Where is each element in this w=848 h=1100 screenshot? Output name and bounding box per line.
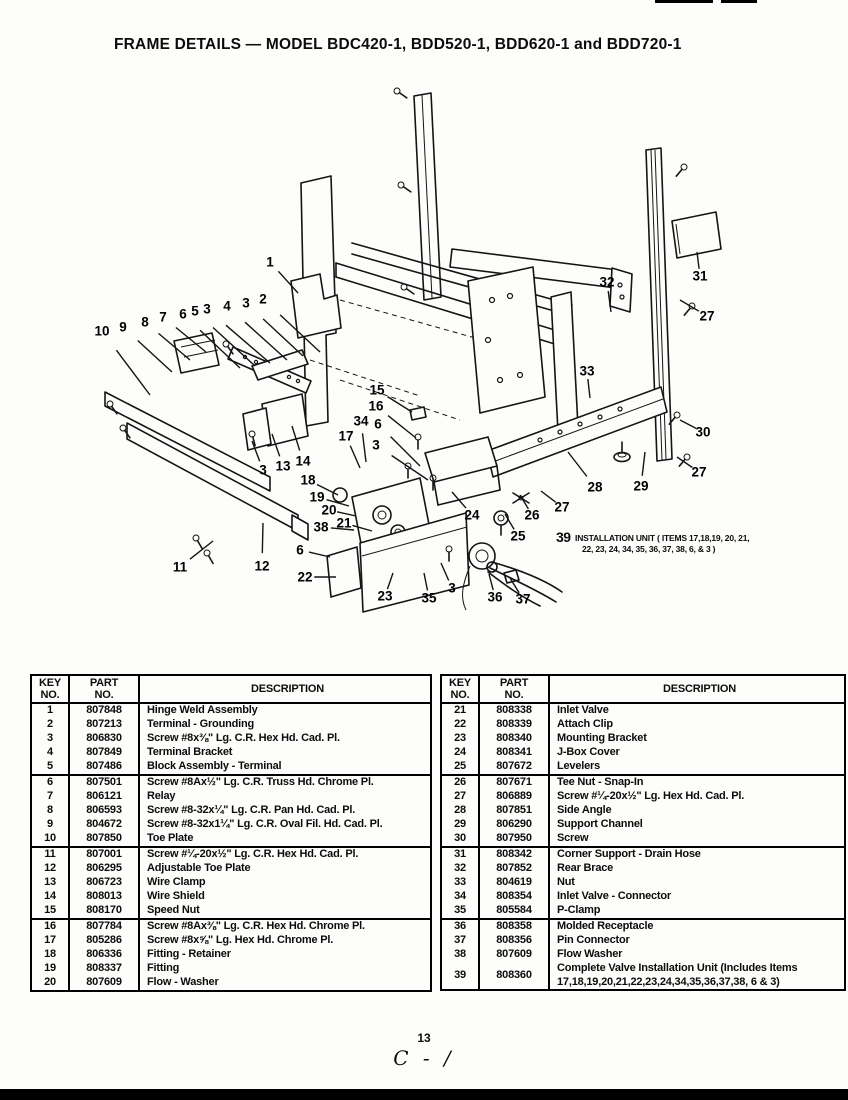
table-row	[441, 775, 845, 790]
key-cell: 20	[31, 976, 69, 991]
part-cell: 807848	[69, 703, 139, 718]
callout-leader	[388, 397, 413, 412]
table-row	[31, 760, 431, 775]
key-cell: 15	[31, 904, 69, 919]
callout-leader	[452, 492, 466, 508]
table-row	[441, 934, 845, 948]
scan-artifact	[655, 0, 713, 3]
desc-cell: Molded Receptacle	[557, 920, 654, 933]
table-row	[441, 718, 845, 732]
desc-cell: Screw #¼-20x½" Lg. Hex Hd. Cad. Pl.	[557, 790, 745, 803]
callout-31: 31	[692, 268, 708, 284]
callout-3: 3	[203, 301, 211, 317]
part-cell: 807849	[69, 746, 139, 760]
table-row	[31, 703, 431, 718]
part-cell: 808360	[479, 962, 549, 990]
parts-table-left	[30, 674, 432, 992]
desc-cell: Block Assembly - Terminal	[139, 760, 431, 775]
part-cell: 806121	[69, 790, 139, 804]
table-row	[31, 934, 431, 948]
part-cell: 806889	[479, 790, 549, 804]
callout-27: 27	[691, 464, 707, 480]
table-row	[441, 746, 845, 760]
table-row	[441, 804, 845, 818]
table-row	[31, 775, 431, 790]
key-cell: 7	[31, 790, 69, 804]
key-cell: 35	[441, 904, 479, 919]
key-cell: 38	[441, 948, 479, 962]
callout-6: 6	[374, 416, 382, 432]
part-no-header: PART NO.	[69, 675, 139, 703]
callout-30: 30	[695, 424, 711, 440]
desc-cell: J-Box Cover	[557, 746, 620, 759]
part-cell: 807851	[479, 804, 549, 818]
desc-cell: Complete Valve Installation Unit (Includes Items 17,18,19,20,21,22,23,24,34,35,36,37,38, 6 & 3)	[557, 962, 798, 988]
desc-cell: P-Clamp	[549, 904, 845, 919]
desc-cell: Flow Washer	[557, 948, 623, 961]
callout-25: 25	[510, 528, 526, 544]
table-row	[31, 919, 431, 934]
key-cell: 9	[31, 818, 69, 832]
key-cell: 36	[441, 919, 479, 934]
key-cell: 27	[441, 790, 479, 804]
callout-13: 13	[275, 458, 291, 474]
key-cell: 12	[31, 862, 69, 876]
part-cell: 808342	[479, 847, 549, 862]
callout-3: 3	[448, 580, 456, 596]
desc-cell: Adjustable Toe Plate	[147, 862, 251, 875]
table-row	[441, 876, 845, 890]
callout-11: 11	[172, 559, 188, 575]
part-cell: 806593	[69, 804, 139, 818]
description-header: DESCRIPTION	[139, 675, 431, 703]
part-cell: 808354	[479, 890, 549, 904]
desc-cell: Tee Nut - Snap-In	[557, 776, 644, 789]
part-cell: 807001	[69, 847, 139, 862]
key-cell: 4	[31, 746, 69, 760]
table-row	[441, 818, 845, 832]
table-row	[441, 732, 845, 746]
desc-cell: Wire Clamp	[147, 876, 206, 889]
callout-12: 12	[254, 558, 270, 574]
key-cell: 39	[441, 962, 479, 990]
callout-3: 3	[372, 437, 380, 453]
callout-3: 3	[242, 295, 250, 311]
table-row	[31, 746, 431, 760]
description-header: DESCRIPTION	[549, 675, 845, 703]
desc-cell: Hinge Weld Assembly	[147, 704, 258, 717]
key-cell: 25	[441, 760, 479, 775]
key-cell: 24	[441, 746, 479, 760]
desc-cell: Flow - Washer	[147, 976, 219, 989]
part-cell: 806295	[69, 862, 139, 876]
part-cell: 807671	[479, 775, 549, 790]
table-row	[31, 732, 431, 746]
part-cell: 805286	[69, 934, 139, 948]
key-cell: 5	[31, 760, 69, 775]
callout-27: 27	[554, 499, 570, 515]
callout-22: 22	[297, 569, 313, 585]
table-row	[31, 904, 431, 919]
key-cell: 1	[31, 703, 69, 718]
callout-leader	[642, 452, 645, 476]
key-cell: 22	[441, 718, 479, 732]
key-cell: 13	[31, 876, 69, 890]
callout-29: 29	[633, 478, 649, 494]
desc-cell: Screw #8-32x¼" Lg. C.R. Pan Hd. Cad. Pl.	[147, 804, 356, 817]
table-row	[31, 718, 431, 732]
callout-5: 5	[191, 303, 199, 319]
part-cell: 807784	[69, 919, 139, 934]
table-row	[441, 890, 845, 904]
desc-cell: Fitting	[147, 962, 180, 975]
desc-cell: Pin Connector	[557, 934, 630, 947]
part-cell: 808013	[69, 890, 139, 904]
table-row	[31, 818, 431, 832]
key-cell: 21	[441, 703, 479, 718]
key-cell: 30	[441, 832, 479, 847]
callout-38: 38	[313, 519, 329, 535]
callout-leader	[309, 552, 330, 557]
table-row	[441, 919, 845, 934]
table-row	[31, 962, 431, 976]
key-cell: 32	[441, 862, 479, 876]
desc-cell: Inlet Valve	[557, 704, 609, 717]
part-cell: 807850	[69, 832, 139, 847]
part-cell: 808340	[479, 732, 549, 746]
table-row	[31, 976, 431, 991]
desc-cell: Side Angle	[557, 804, 612, 817]
key-cell: 37	[441, 934, 479, 948]
callout-leader	[138, 341, 172, 373]
desc-cell: Fitting - Retainer	[147, 948, 231, 961]
part-cell: 808338	[479, 703, 549, 718]
callout-6: 6	[179, 306, 187, 322]
part-cell: 804619	[479, 876, 549, 890]
callout-10: 10	[94, 323, 110, 339]
callout-17: 17	[338, 428, 354, 444]
part-cell: 807609	[69, 976, 139, 991]
callout-3: 3	[259, 462, 267, 478]
key-cell: 23	[441, 732, 479, 746]
callout-16: 16	[368, 398, 384, 414]
desc-cell: Screw #¼-20x½" Lg. C.R. Hex Hd. Cad. Pl.	[147, 848, 359, 861]
callout-leader	[363, 433, 367, 462]
callout-15: 15	[369, 382, 385, 398]
table-row	[441, 832, 845, 847]
part-cell: 807486	[69, 760, 139, 775]
table-row	[31, 890, 431, 904]
installation-unit-note	[556, 531, 806, 555]
callout-32: 32	[599, 274, 615, 290]
key-cell: 29	[441, 818, 479, 832]
table-row	[31, 804, 431, 818]
part-cell: 808339	[479, 718, 549, 732]
callout-19: 19	[309, 489, 325, 505]
callout-18: 18	[300, 472, 316, 488]
callout-leader	[588, 379, 590, 398]
callout-34: 34	[353, 413, 369, 429]
part-cell: 806290	[479, 818, 549, 832]
key-cell: 11	[31, 847, 69, 862]
key-cell: 34	[441, 890, 479, 904]
part-cell: 807501	[69, 775, 139, 790]
part-cell: 806336	[69, 948, 139, 962]
callout-leader	[541, 491, 556, 502]
key-cell: 31	[441, 847, 479, 862]
key-cell: 26	[441, 775, 479, 790]
key-cell: 33	[441, 876, 479, 890]
callout-6: 6	[296, 542, 304, 558]
callout-leader	[697, 252, 699, 269]
part-cell: 807213	[69, 718, 139, 732]
callout-37: 37	[515, 591, 531, 607]
desc-cell: Support Channel	[557, 818, 643, 831]
callout-leader	[391, 437, 420, 466]
callout-leader	[116, 350, 150, 395]
key-no-header: KEY NO.	[31, 675, 69, 703]
callout-1: 1	[266, 254, 274, 270]
part-cell: 805584	[479, 904, 549, 919]
table-row	[441, 847, 845, 862]
callout-23: 23	[377, 588, 393, 604]
desc-cell: Screw #8x⅝" Lg. Hex Hd. Chrome Pl.	[147, 934, 334, 947]
desc-cell: Screw #8x⅜" Lg. C.R. Hex Hd. Cad. Pl.	[147, 732, 340, 745]
callout-4: 4	[223, 298, 231, 314]
callout-leader	[568, 452, 587, 477]
page-number: 13	[417, 1031, 431, 1045]
note-line1: INSTALLATION UNIT ( ITEMS 17,18,19, 20, 21,	[575, 533, 750, 543]
part-cell: 806723	[69, 876, 139, 890]
callout-36: 36	[487, 589, 503, 605]
callout-9: 9	[119, 319, 127, 335]
part-cell: 807609	[479, 948, 549, 962]
table-row	[31, 790, 431, 804]
key-cell: 8	[31, 804, 69, 818]
key-no-header: KEY NO.	[441, 675, 479, 703]
key-cell: 28	[441, 804, 479, 818]
desc-cell: Wire Shield	[147, 890, 205, 903]
part-cell: 804672	[69, 818, 139, 832]
desc-cell: Inlet Valve - Connector	[557, 890, 671, 903]
part-cell: 808337	[69, 962, 139, 976]
part-cell: 808358	[479, 919, 549, 934]
table-row	[31, 832, 431, 847]
desc-cell: Toe Plate	[139, 832, 431, 847]
callout-8: 8	[141, 314, 149, 330]
callout-7: 7	[159, 309, 167, 325]
key-cell: 17	[31, 934, 69, 948]
key-cell: 18	[31, 948, 69, 962]
page-title: FRAME DETAILS — MODEL BDC420-1, BDD520-1, BDD620-1 and BDD720-1	[114, 36, 682, 53]
table-row	[441, 862, 845, 876]
part-cell: 806830	[69, 732, 139, 746]
part-cell: 807852	[479, 862, 549, 876]
desc-cell: Screw #8-32x1¼" Lg. C.R. Oval Fil. Hd. Cad. Pl.	[147, 818, 383, 831]
callout-leader	[350, 446, 360, 468]
callout-24: 24	[464, 507, 480, 523]
key-cell: 16	[31, 919, 69, 934]
table-row	[441, 962, 845, 990]
desc-cell: Screw	[549, 832, 845, 847]
table-row	[441, 703, 845, 718]
desc-cell: Rear Brace	[557, 862, 614, 875]
desc-cell: Attach Clip	[557, 718, 613, 731]
note-key-number: 39	[556, 529, 571, 545]
callout-35: 35	[421, 590, 437, 606]
callout-leader	[680, 420, 696, 428]
callout-28: 28	[587, 479, 603, 495]
table-row	[441, 948, 845, 962]
part-cell: 808341	[479, 746, 549, 760]
part-cell: 807672	[479, 760, 549, 775]
callout-20: 20	[321, 502, 337, 518]
callout-26: 26	[524, 507, 540, 523]
desc-cell: Speed Nut	[139, 904, 431, 919]
table-row	[31, 862, 431, 876]
desc-cell: Relay	[147, 790, 176, 803]
part-no-header: PART NO.	[479, 675, 549, 703]
key-cell: 14	[31, 890, 69, 904]
desc-cell: Terminal Bracket	[147, 746, 233, 759]
scan-artifact-bottom-bar	[0, 1089, 848, 1100]
desc-cell: Terminal - Grounding	[147, 718, 255, 731]
note-line2: 22, 23, 24, 34, 35, 36, 37, 38, 6, & 3 )	[582, 544, 716, 554]
key-cell: 3	[31, 732, 69, 746]
part-cell: 808170	[69, 904, 139, 919]
desc-cell: Corner Support - Drain Hose	[557, 848, 701, 861]
callout-leader	[262, 523, 263, 553]
table-row	[441, 904, 845, 919]
table-row	[31, 876, 431, 890]
callout-leader	[392, 456, 428, 481]
table-row	[31, 847, 431, 862]
desc-cell: Screw #8Ax½" Lg. C.R. Truss Hd. Chrome Pl.	[147, 776, 374, 789]
callout-21: 21	[336, 515, 352, 531]
scan-artifact	[721, 0, 757, 3]
table-row	[441, 760, 845, 775]
desc-cell: Nut	[557, 876, 575, 889]
key-cell: 10	[31, 832, 69, 847]
part-cell: 808356	[479, 934, 549, 948]
part-cell: 807950	[479, 832, 549, 847]
key-cell: 2	[31, 718, 69, 732]
callout-2: 2	[259, 291, 267, 307]
table-row	[31, 948, 431, 962]
desc-cell: Mounting Bracket	[557, 732, 647, 745]
key-cell: 19	[31, 962, 69, 976]
callout-27: 27	[699, 308, 715, 324]
parts-table-right	[440, 674, 846, 991]
key-cell: 6	[31, 775, 69, 790]
callout-14: 14	[295, 453, 311, 469]
table-row	[441, 790, 845, 804]
desc-cell: Levelers	[549, 760, 845, 775]
desc-cell: Screw #8Ax⅜" Lg. C.R. Hex Hd. Chrome Pl.	[147, 920, 365, 933]
callout-33: 33	[579, 363, 595, 379]
handwritten-mark: C - /	[393, 1046, 455, 1070]
